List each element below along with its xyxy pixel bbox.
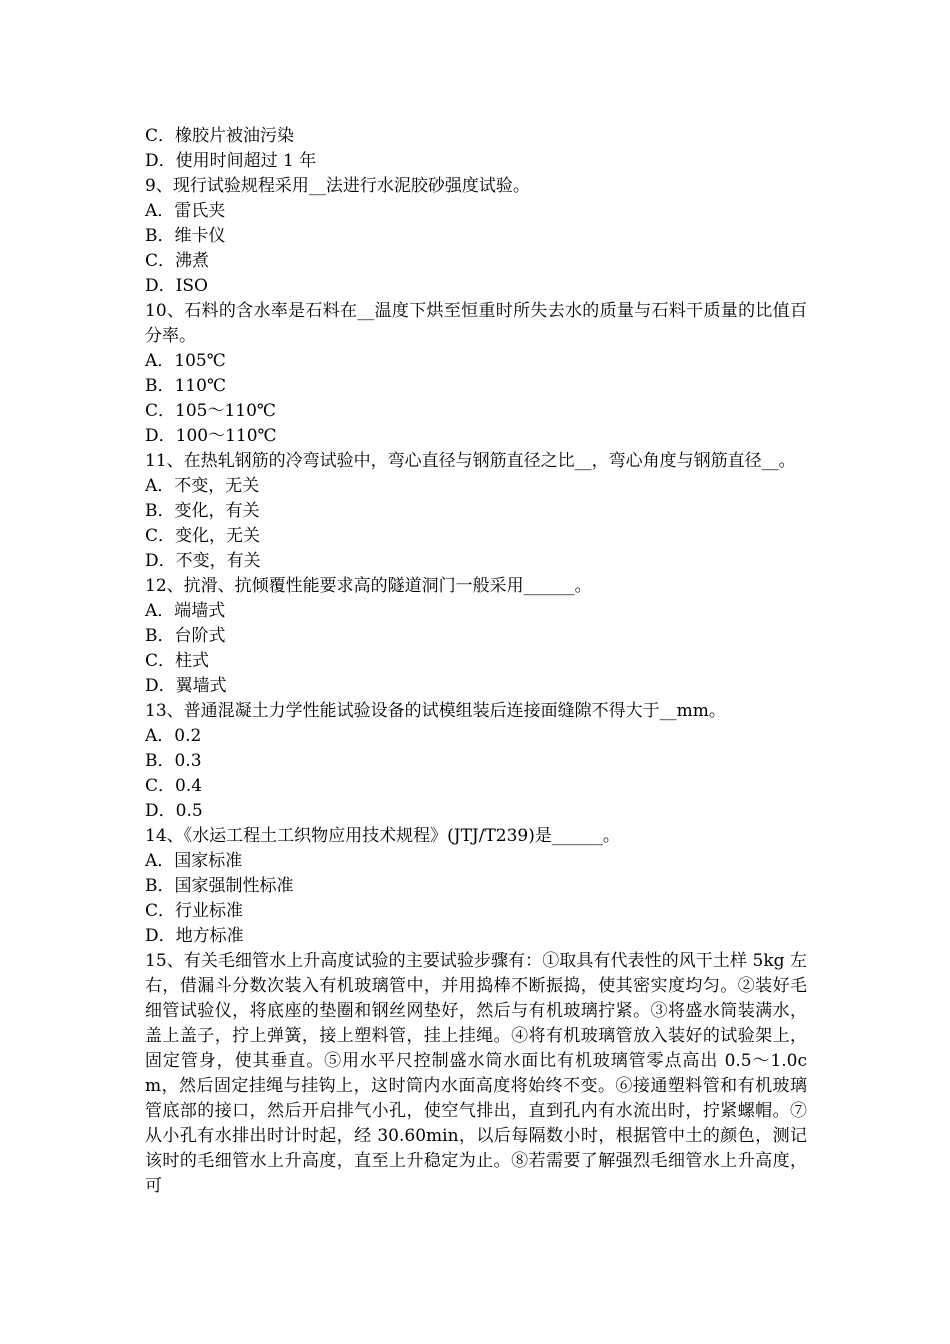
option-text: A．雷氏夹: [145, 201, 226, 221]
question-text: 11、在热轧钢筋的冷弯试验中，弯心直径与钢筋直径之比__，弯心角度与钢筋直径__。: [145, 451, 796, 471]
question-text: 12、抗滑、抗倾覆性能要求高的隧道洞门一般采用______。: [145, 576, 592, 596]
document-page: [145, 124, 807, 1199]
option-text: C．沸煮: [145, 251, 210, 271]
question-text: 15、有关毛细管水上升高度试验的主要试验步骤有：①取具有代表性的风干土样 5kg 左右，借漏斗分数次装入有机玻璃管中，并用捣棒不断振捣，使其密实度均匀。②装好毛细管试验仪，将底座的垫圈和钢丝网垫好，然后与有机玻璃拧紧。③将盛水筒装满水，盖上盖子，拧上弹簧，接上塑料管，挂上挂绳。④将有机玻璃管放入装好的试验架上，固定管身，使其垂直。⑤用水平尺控制盛水筒水面比有机玻璃管零点高出 0.5～1.0cm，然后固定挂绳与挂钩上，这时筒内水面高度将始终不变。⑥接通塑料管和有机玻璃管底部的接口，然后开启排气小孔，使空气排出，直到孔内有水流出时，拧紧螺帽。⑦从小孔有水排出时计时起，经 30.60min，以后每隔数小时，根据管中土的颜色，测记该时的毛细管水上升高度，直至上升稳定为止。⑧若需要了解强烈毛细管水上升高度，可: [145, 951, 807, 1196]
option-text: B．台阶式: [145, 626, 226, 646]
option-text: B．变化，有关: [145, 501, 260, 521]
option-text: B．国家强制性标准: [145, 876, 294, 896]
question-text: 10、石料的含水率是石料在__温度下烘至恒重时所失去水的质量与石料干质量的比值百分率。: [145, 301, 807, 346]
option-text: C．0.4: [145, 776, 203, 796]
option-text: B．110℃: [145, 376, 226, 396]
option-text: B．维卡仪: [145, 226, 226, 246]
option-text: D．地方标准: [145, 926, 244, 946]
option-text: A．端墙式: [145, 601, 226, 621]
option-text: A．国家标准: [145, 851, 243, 871]
option-text: D．不变，有关: [145, 551, 261, 571]
option-text: A．105℃: [145, 351, 226, 371]
option-text: A．0.2: [145, 726, 202, 746]
option-text: D．翼墙式: [145, 676, 227, 696]
option-text: B．0.3: [145, 751, 202, 771]
question-text: 13、普通混凝土力学性能试验设备的试模组装后连接面缝隙不得大于__mm。: [145, 701, 726, 721]
option-text: C．105～110℃: [145, 401, 276, 421]
option-text: D．使用时间超过 1 年: [145, 151, 317, 171]
question-text: 14、《水运工程土工织物应用技术规程》(JTJ/T239)是______。: [145, 826, 620, 846]
option-text: A．不变，无关: [145, 476, 260, 496]
option-text: C．变化，无关: [145, 526, 261, 546]
question-text: 9、现行试验规程采用__法进行水泥胶砂强度试验。: [145, 176, 530, 196]
option-text: C．柱式: [145, 651, 210, 671]
option-text: C．行业标准: [145, 901, 244, 921]
option-text: D．ISO: [145, 276, 208, 296]
option-text: D．100～110℃: [145, 426, 277, 446]
option-text: D．0.5: [145, 801, 203, 821]
option-text: C．橡胶片被油污染: [145, 126, 295, 146]
